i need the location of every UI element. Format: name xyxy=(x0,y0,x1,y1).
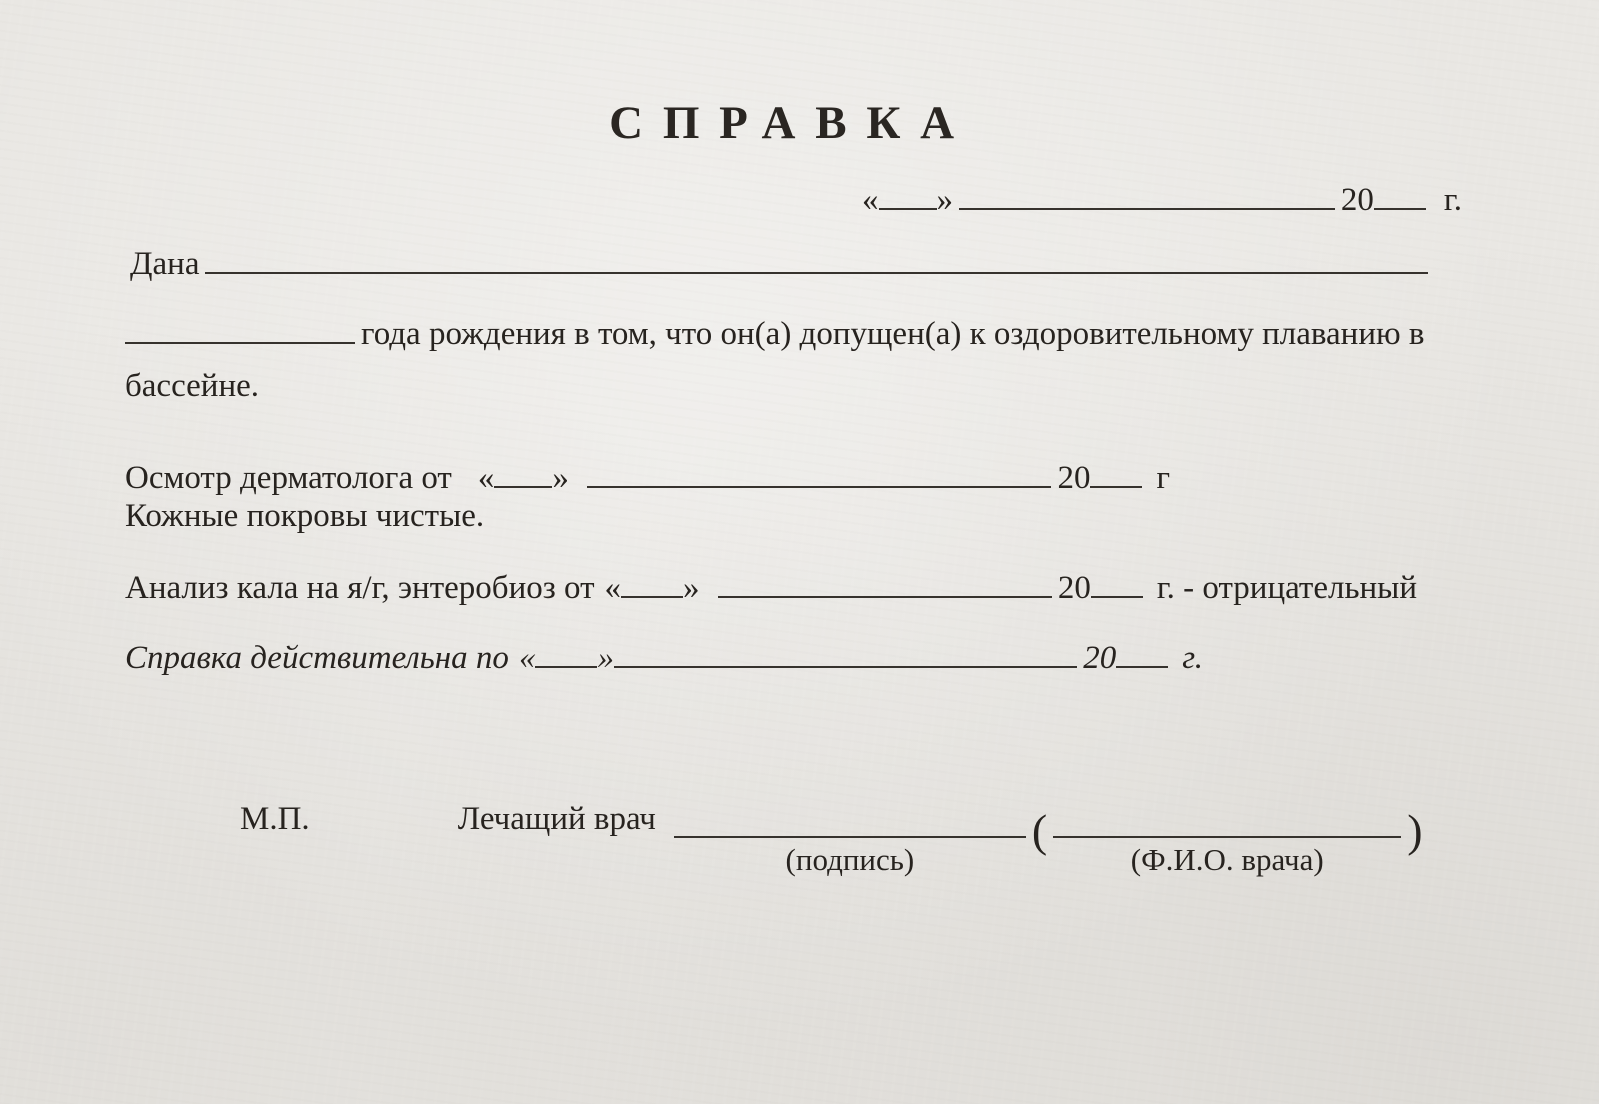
given-to-blank xyxy=(205,272,1428,274)
skin-line xyxy=(125,498,484,536)
validity-line xyxy=(125,640,1203,678)
signature-block xyxy=(240,800,1429,878)
doctor-name-field xyxy=(1053,800,1401,878)
derm-day-blank xyxy=(494,486,552,488)
validity-label: Справка действительна по xyxy=(125,640,509,676)
given-to-line xyxy=(130,246,1428,284)
skin-text: Кожные покровы чистые. xyxy=(125,498,485,534)
signature-caption: (подпись) xyxy=(785,842,915,877)
analysis-label: Анализ кала на я/г, энтеробиоз от xyxy=(125,570,595,606)
signature-field xyxy=(674,800,1026,878)
close-quote: » xyxy=(597,640,614,676)
year-suffix: г. xyxy=(1443,182,1462,218)
pool-text: бассейне. xyxy=(125,368,259,404)
issue-date-line xyxy=(862,182,1462,220)
analysis-line xyxy=(125,570,1417,608)
birth-year-line xyxy=(125,316,1437,354)
birth-year-text: года рождения в том, что он(а) допущен(а) к оздоровительному плаванию в xyxy=(361,316,1425,352)
document-title: СПРАВКА xyxy=(609,97,974,149)
given-to-label: Дана xyxy=(130,246,200,282)
analysis-month-blank xyxy=(718,596,1052,598)
derm-year-blank xyxy=(1090,486,1142,488)
analysis-year-blank xyxy=(1091,596,1143,598)
doctor-name-caption: (Ф.И.О. врача) xyxy=(1130,842,1324,877)
close-quote: » xyxy=(936,182,953,218)
century-text: 20 xyxy=(1340,182,1374,218)
issue-month-blank xyxy=(959,208,1335,210)
open-quote: « xyxy=(604,570,622,606)
open-paren: ( xyxy=(1031,805,1048,856)
validity-day-blank xyxy=(535,666,597,668)
year-suffix: г. xyxy=(1182,640,1203,676)
close-quote: » xyxy=(683,570,700,606)
year-suffix: г xyxy=(1156,460,1170,496)
century-text: 20 xyxy=(1057,460,1091,496)
close-quote: » xyxy=(552,460,569,496)
issue-day-blank xyxy=(879,208,937,210)
stamp-place-label: М.П. xyxy=(240,801,310,837)
century-text: 20 xyxy=(1057,570,1091,606)
doctor-label: Лечащий врач xyxy=(457,801,656,837)
dermatologist-line xyxy=(125,460,1170,498)
analysis-result: г. - отрицательный xyxy=(1156,570,1417,606)
validity-year-blank xyxy=(1116,666,1168,668)
issue-year-blank xyxy=(1374,208,1426,210)
close-paren: ) xyxy=(1407,805,1423,856)
birth-year-blank xyxy=(125,342,355,344)
open-quote: « xyxy=(518,640,536,676)
signature-blank xyxy=(674,800,1026,838)
doctor-name-blank xyxy=(1053,800,1401,838)
century-text: 20 xyxy=(1083,640,1117,676)
dermatologist-label: Осмотр дерматолога от xyxy=(125,460,452,496)
validity-month-blank xyxy=(614,666,1077,668)
open-quote: « xyxy=(862,182,879,218)
derm-month-blank xyxy=(587,486,1052,488)
open-quote: « xyxy=(477,460,495,496)
pool-line xyxy=(125,368,259,406)
analysis-day-blank xyxy=(621,596,683,598)
